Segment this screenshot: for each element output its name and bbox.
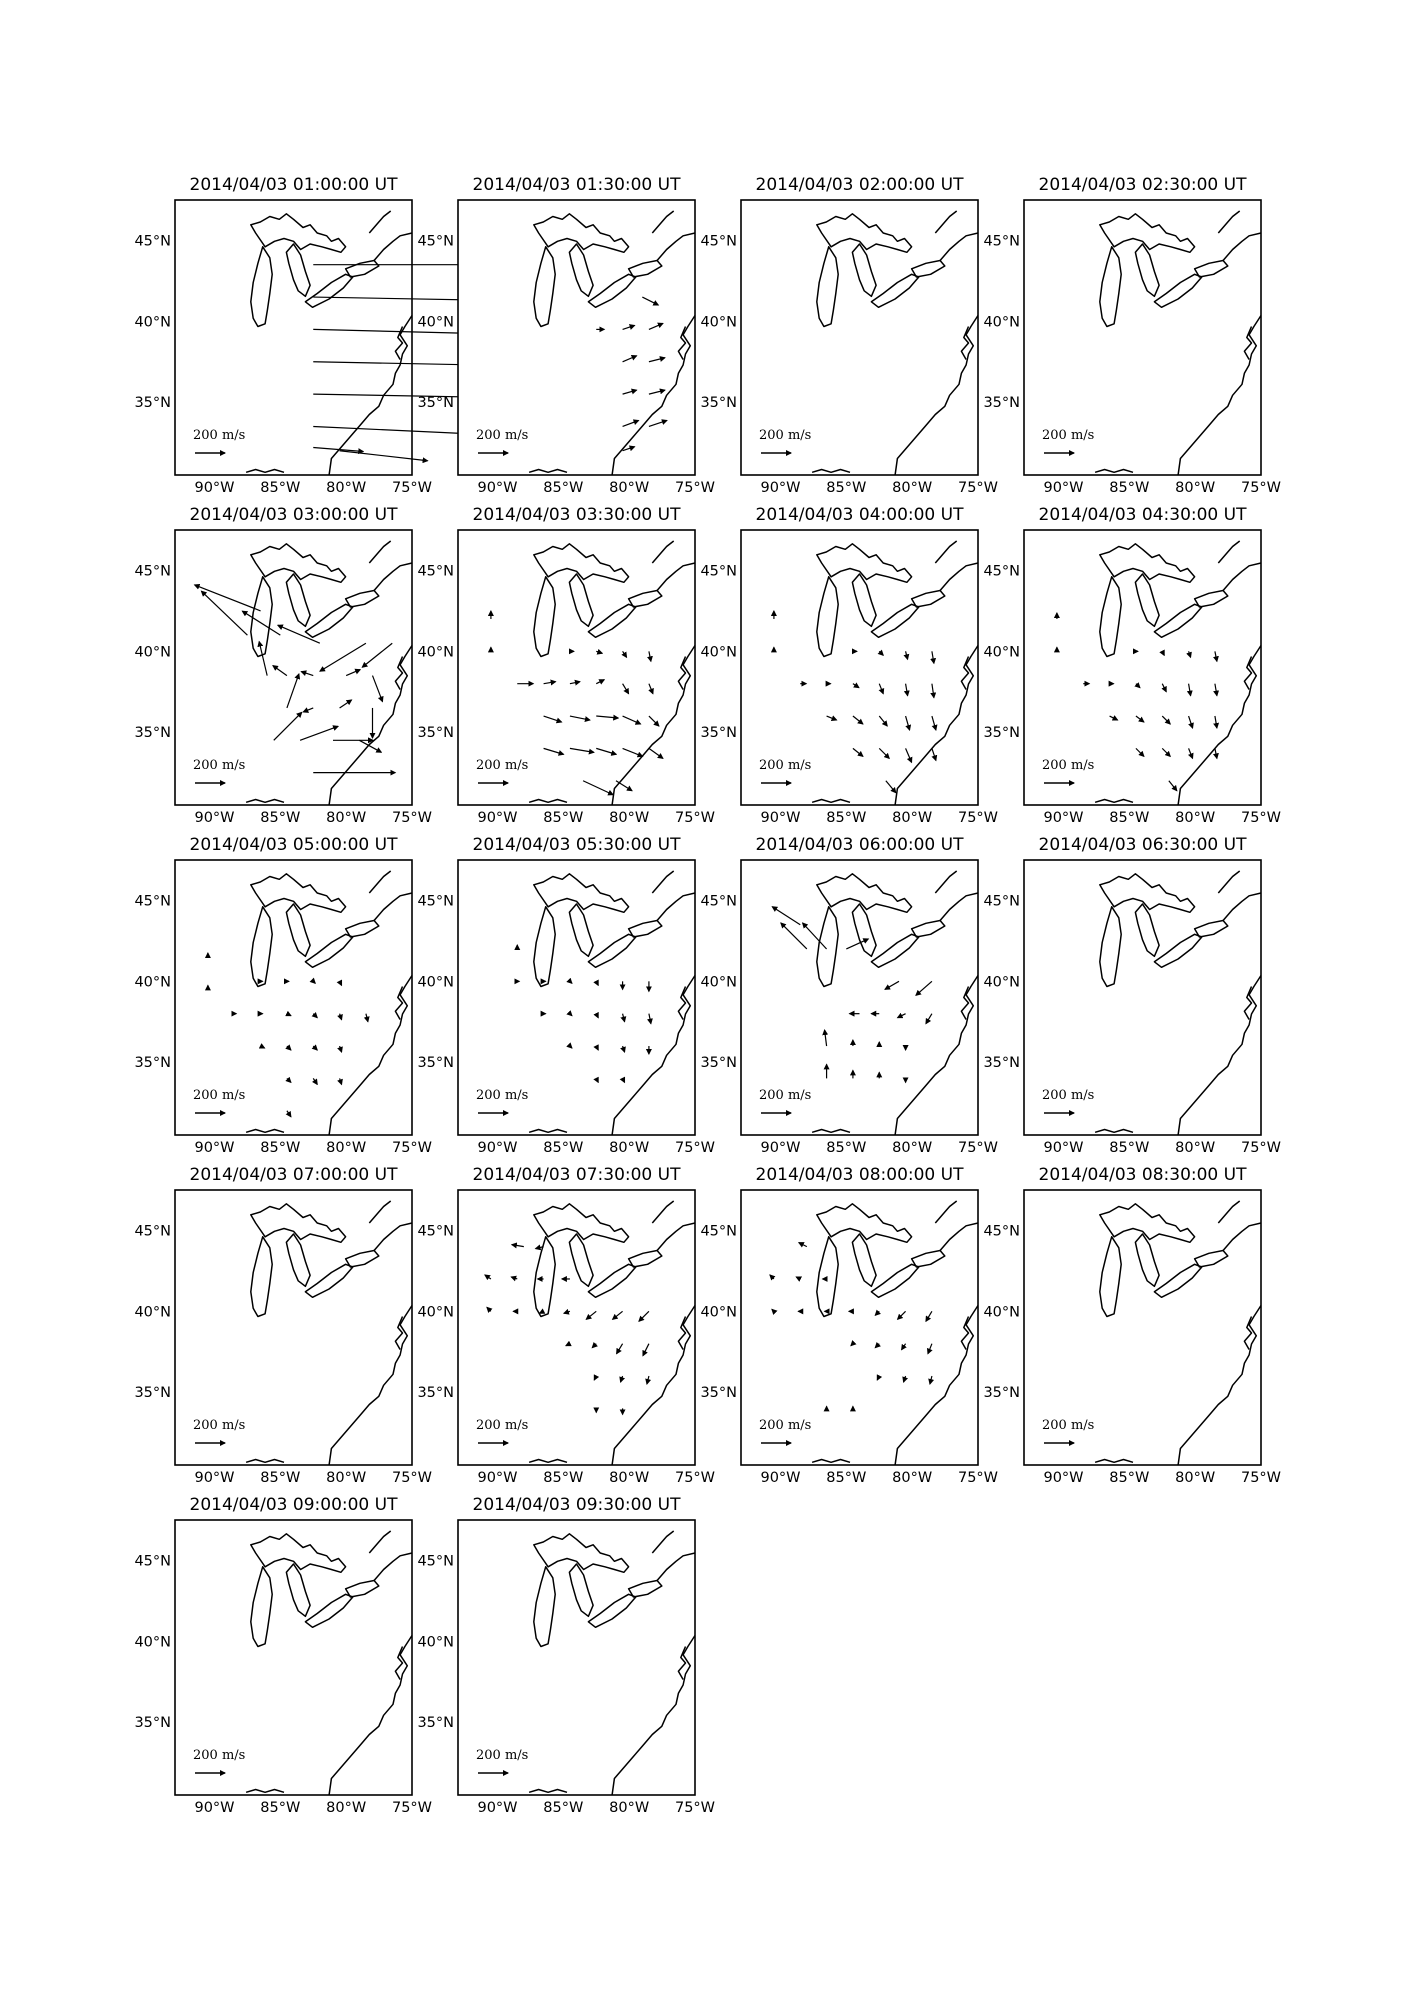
lat-tick-label: 40°N — [417, 314, 454, 331]
lon-tick-label: 80°W — [1175, 810, 1216, 826]
lat-tick-label: 35°N — [134, 1715, 171, 1732]
lat-tick-label: 35°N — [700, 395, 737, 412]
lon-tick-label: 80°W — [1175, 1140, 1216, 1156]
lon-tick-label: 90°W — [1043, 480, 1084, 496]
lat-tick-label: 40°N — [700, 1304, 737, 1321]
lat-tick-label: 40°N — [700, 644, 737, 661]
lat-tick-label: 45°N — [417, 563, 454, 580]
lon-tick-label: 85°W — [543, 810, 584, 826]
map-panel-10 — [417, 835, 715, 1156]
lat-tick-label: 45°N — [134, 1553, 171, 1570]
map-panel-9 — [134, 835, 432, 1156]
map-panel-8 — [983, 505, 1281, 826]
lon-tick-label: 80°W — [892, 810, 933, 826]
lon-tick-label: 85°W — [826, 480, 867, 496]
lat-tick-label: 40°N — [417, 1634, 454, 1651]
lat-tick-label: 35°N — [417, 1055, 454, 1072]
lon-tick-label: 80°W — [892, 1470, 933, 1486]
lon-tick-label: 90°W — [194, 1470, 235, 1486]
map-panel-14 — [417, 1165, 715, 1486]
lon-tick-label: 80°W — [326, 1470, 367, 1486]
lon-tick-label: 75°W — [1240, 1470, 1282, 1486]
reference-vector-label: 200 m/s — [476, 428, 529, 443]
lon-tick-label: 85°W — [543, 1470, 584, 1486]
lon-tick-label: 85°W — [260, 480, 301, 496]
lat-tick-label: 45°N — [700, 893, 737, 910]
reference-vector-label: 200 m/s — [476, 1088, 529, 1103]
panel-title: 2014/04/03 01:00:00 UT — [189, 175, 398, 195]
lat-tick-label: 45°N — [417, 1223, 454, 1240]
map-panel-16 — [983, 1165, 1281, 1486]
map-panel-2 — [417, 175, 715, 496]
lat-tick-label: 40°N — [983, 644, 1020, 661]
lat-tick-label: 35°N — [700, 1055, 737, 1072]
panel-title: 2014/04/03 02:00:00 UT — [755, 175, 964, 195]
lat-tick-label: 45°N — [417, 1553, 454, 1570]
lon-tick-label: 80°W — [1175, 1470, 1216, 1486]
lon-tick-label: 85°W — [826, 1140, 867, 1156]
panel-title: 2014/04/03 03:00:00 UT — [189, 505, 398, 525]
lon-tick-label: 85°W — [543, 1140, 584, 1156]
lon-tick-label: 90°W — [477, 1470, 518, 1486]
lon-tick-label: 90°W — [477, 810, 518, 826]
lon-tick-label: 85°W — [260, 810, 301, 826]
lat-tick-label: 40°N — [417, 1304, 454, 1321]
panel-title: 2014/04/03 07:30:00 UT — [472, 1165, 681, 1185]
lon-tick-label: 90°W — [194, 1140, 235, 1156]
reference-vector-label: 200 m/s — [759, 428, 812, 443]
reference-vector-label: 200 m/s — [476, 1748, 529, 1763]
panel-title: 2014/04/03 03:30:00 UT — [472, 505, 681, 525]
lat-tick-label: 40°N — [983, 974, 1020, 991]
map-panel-6 — [417, 505, 715, 826]
lat-tick-label: 40°N — [134, 314, 171, 331]
lat-tick-label: 45°N — [417, 893, 454, 910]
lon-tick-label: 90°W — [477, 1140, 518, 1156]
lat-tick-label: 40°N — [134, 644, 171, 661]
lat-tick-label: 45°N — [417, 233, 454, 250]
lon-tick-label: 85°W — [543, 480, 584, 496]
reference-vector-label: 200 m/s — [193, 428, 246, 443]
lon-tick-label: 75°W — [674, 810, 716, 826]
lat-tick-label: 40°N — [134, 974, 171, 991]
reference-vector-label: 200 m/s — [193, 1088, 246, 1103]
lon-tick-label: 75°W — [1240, 1140, 1282, 1156]
lon-tick-label: 80°W — [609, 1800, 650, 1816]
lat-tick-label: 45°N — [134, 893, 171, 910]
panel-title: 2014/04/03 05:30:00 UT — [472, 835, 681, 855]
lon-tick-label: 80°W — [609, 810, 650, 826]
lon-tick-label: 80°W — [609, 1470, 650, 1486]
lon-tick-label: 90°W — [760, 810, 801, 826]
lon-tick-label: 85°W — [826, 810, 867, 826]
lon-tick-label: 75°W — [674, 1470, 716, 1486]
lat-tick-label: 40°N — [983, 314, 1020, 331]
panel-title: 2014/04/03 04:30:00 UT — [1038, 505, 1247, 525]
panel-title: 2014/04/03 09:00:00 UT — [189, 1495, 398, 1515]
lon-tick-label: 90°W — [760, 1470, 801, 1486]
reference-vector-label: 200 m/s — [759, 1418, 812, 1433]
lon-tick-label: 75°W — [674, 1800, 716, 1816]
reference-vector-label: 200 m/s — [1042, 1088, 1095, 1103]
lon-tick-label: 85°W — [1109, 1140, 1150, 1156]
lon-tick-label: 75°W — [957, 810, 999, 826]
lon-tick-label: 90°W — [477, 1800, 518, 1816]
lon-tick-label: 75°W — [391, 480, 433, 496]
lat-tick-label: 45°N — [983, 893, 1020, 910]
panel-title: 2014/04/03 07:00:00 UT — [189, 1165, 398, 1185]
panel-title: 2014/04/03 08:30:00 UT — [1038, 1165, 1247, 1185]
lon-tick-label: 80°W — [326, 1800, 367, 1816]
lon-tick-label: 85°W — [1109, 1470, 1150, 1486]
lon-tick-label: 90°W — [194, 810, 235, 826]
map-panel-17 — [134, 1495, 432, 1816]
lat-tick-label: 40°N — [417, 644, 454, 661]
lat-tick-label: 45°N — [700, 1223, 737, 1240]
map-panel-18 — [417, 1495, 715, 1816]
lon-tick-label: 75°W — [957, 1140, 999, 1156]
lon-tick-label: 90°W — [1043, 1470, 1084, 1486]
map-panel-3 — [700, 175, 998, 496]
lon-tick-label: 80°W — [892, 1140, 933, 1156]
lat-tick-label: 45°N — [134, 563, 171, 580]
lat-tick-label: 35°N — [417, 1715, 454, 1732]
panel-title: 2014/04/03 02:30:00 UT — [1038, 175, 1247, 195]
lon-tick-label: 80°W — [609, 1140, 650, 1156]
lon-tick-label: 75°W — [674, 1140, 716, 1156]
map-panel-7 — [700, 505, 998, 826]
lon-tick-label: 85°W — [260, 1140, 301, 1156]
lon-tick-label: 75°W — [957, 1470, 999, 1486]
lat-tick-label: 40°N — [983, 1304, 1020, 1321]
lon-tick-label: 75°W — [391, 1800, 433, 1816]
lon-tick-label: 90°W — [194, 1800, 235, 1816]
map-panel-4 — [983, 175, 1281, 496]
map-panel-13 — [134, 1165, 432, 1486]
lat-tick-label: 45°N — [983, 563, 1020, 580]
lon-tick-label: 75°W — [1240, 480, 1282, 496]
reference-vector-label: 200 m/s — [193, 1748, 246, 1763]
reference-vector-label: 200 m/s — [476, 1418, 529, 1433]
map-panel-11 — [700, 835, 998, 1156]
lon-tick-label: 85°W — [260, 1800, 301, 1816]
lon-tick-label: 85°W — [260, 1470, 301, 1486]
reference-vector-label: 200 m/s — [1042, 758, 1095, 773]
lon-tick-label: 75°W — [1240, 810, 1282, 826]
panel-title: 2014/04/03 06:30:00 UT — [1038, 835, 1247, 855]
lat-tick-label: 40°N — [700, 314, 737, 331]
lon-tick-label: 90°W — [760, 1140, 801, 1156]
reference-vector-label: 200 m/s — [1042, 1418, 1095, 1433]
map-panel-5 — [134, 505, 432, 826]
lat-tick-label: 35°N — [134, 1385, 171, 1402]
lon-tick-label: 80°W — [326, 1140, 367, 1156]
lon-tick-label: 90°W — [477, 480, 518, 496]
reference-vector-label: 200 m/s — [193, 1418, 246, 1433]
lat-tick-label: 40°N — [700, 974, 737, 991]
lon-tick-label: 90°W — [1043, 1140, 1084, 1156]
panel-title: 2014/04/03 08:00:00 UT — [755, 1165, 964, 1185]
lon-tick-label: 85°W — [826, 1470, 867, 1486]
lat-tick-label: 35°N — [983, 1385, 1020, 1402]
lat-tick-label: 35°N — [134, 1055, 171, 1072]
map-panel-15 — [700, 1165, 998, 1486]
lat-tick-label: 40°N — [134, 1634, 171, 1651]
lat-tick-label: 45°N — [983, 233, 1020, 250]
panel-grid — [134, 175, 1281, 1816]
panel-title: 2014/04/03 09:30:00 UT — [472, 1495, 681, 1515]
reference-vector-label: 200 m/s — [759, 1088, 812, 1103]
lon-tick-label: 90°W — [760, 480, 801, 496]
lat-tick-label: 45°N — [700, 563, 737, 580]
lat-tick-label: 45°N — [134, 1223, 171, 1240]
lat-tick-label: 35°N — [417, 725, 454, 742]
lon-tick-label: 90°W — [194, 480, 235, 496]
lat-tick-label: 35°N — [983, 725, 1020, 742]
lon-tick-label: 85°W — [1109, 480, 1150, 496]
panel-title: 2014/04/03 04:00:00 UT — [755, 505, 964, 525]
lat-tick-label: 35°N — [983, 395, 1020, 412]
map-panel-12 — [983, 835, 1281, 1156]
lat-tick-label: 35°N — [983, 1055, 1020, 1072]
lat-tick-label: 45°N — [700, 233, 737, 250]
lon-tick-label: 80°W — [326, 810, 367, 826]
panel-title: 2014/04/03 05:00:00 UT — [189, 835, 398, 855]
lon-tick-label: 85°W — [1109, 810, 1150, 826]
lon-tick-label: 75°W — [391, 1140, 433, 1156]
lon-tick-label: 75°W — [957, 480, 999, 496]
lat-tick-label: 35°N — [134, 725, 171, 742]
lon-tick-label: 90°W — [1043, 810, 1084, 826]
lat-tick-label: 35°N — [417, 1385, 454, 1402]
lon-tick-label: 80°W — [326, 480, 367, 496]
lon-tick-label: 80°W — [892, 480, 933, 496]
lon-tick-label: 80°W — [1175, 480, 1216, 496]
lat-tick-label: 40°N — [417, 974, 454, 991]
lon-tick-label: 80°W — [609, 480, 650, 496]
reference-vector-label: 200 m/s — [193, 758, 246, 773]
reference-vector-label: 200 m/s — [759, 758, 812, 773]
lon-tick-label: 75°W — [391, 810, 433, 826]
lon-tick-label: 75°W — [674, 480, 716, 496]
lat-tick-label: 35°N — [417, 395, 454, 412]
lat-tick-label: 40°N — [134, 1304, 171, 1321]
lon-tick-label: 75°W — [391, 1470, 433, 1486]
reference-vector-label: 200 m/s — [1042, 428, 1095, 443]
lat-tick-label: 35°N — [700, 1385, 737, 1402]
reference-vector-label: 200 m/s — [476, 758, 529, 773]
lon-tick-label: 85°W — [543, 1800, 584, 1816]
lat-tick-label: 45°N — [983, 1223, 1020, 1240]
lat-tick-label: 35°N — [134, 395, 171, 412]
panel-title: 2014/04/03 06:00:00 UT — [755, 835, 964, 855]
lat-tick-label: 35°N — [700, 725, 737, 742]
lat-tick-label: 45°N — [134, 233, 171, 250]
panel-title: 2014/04/03 01:30:00 UT — [472, 175, 681, 195]
